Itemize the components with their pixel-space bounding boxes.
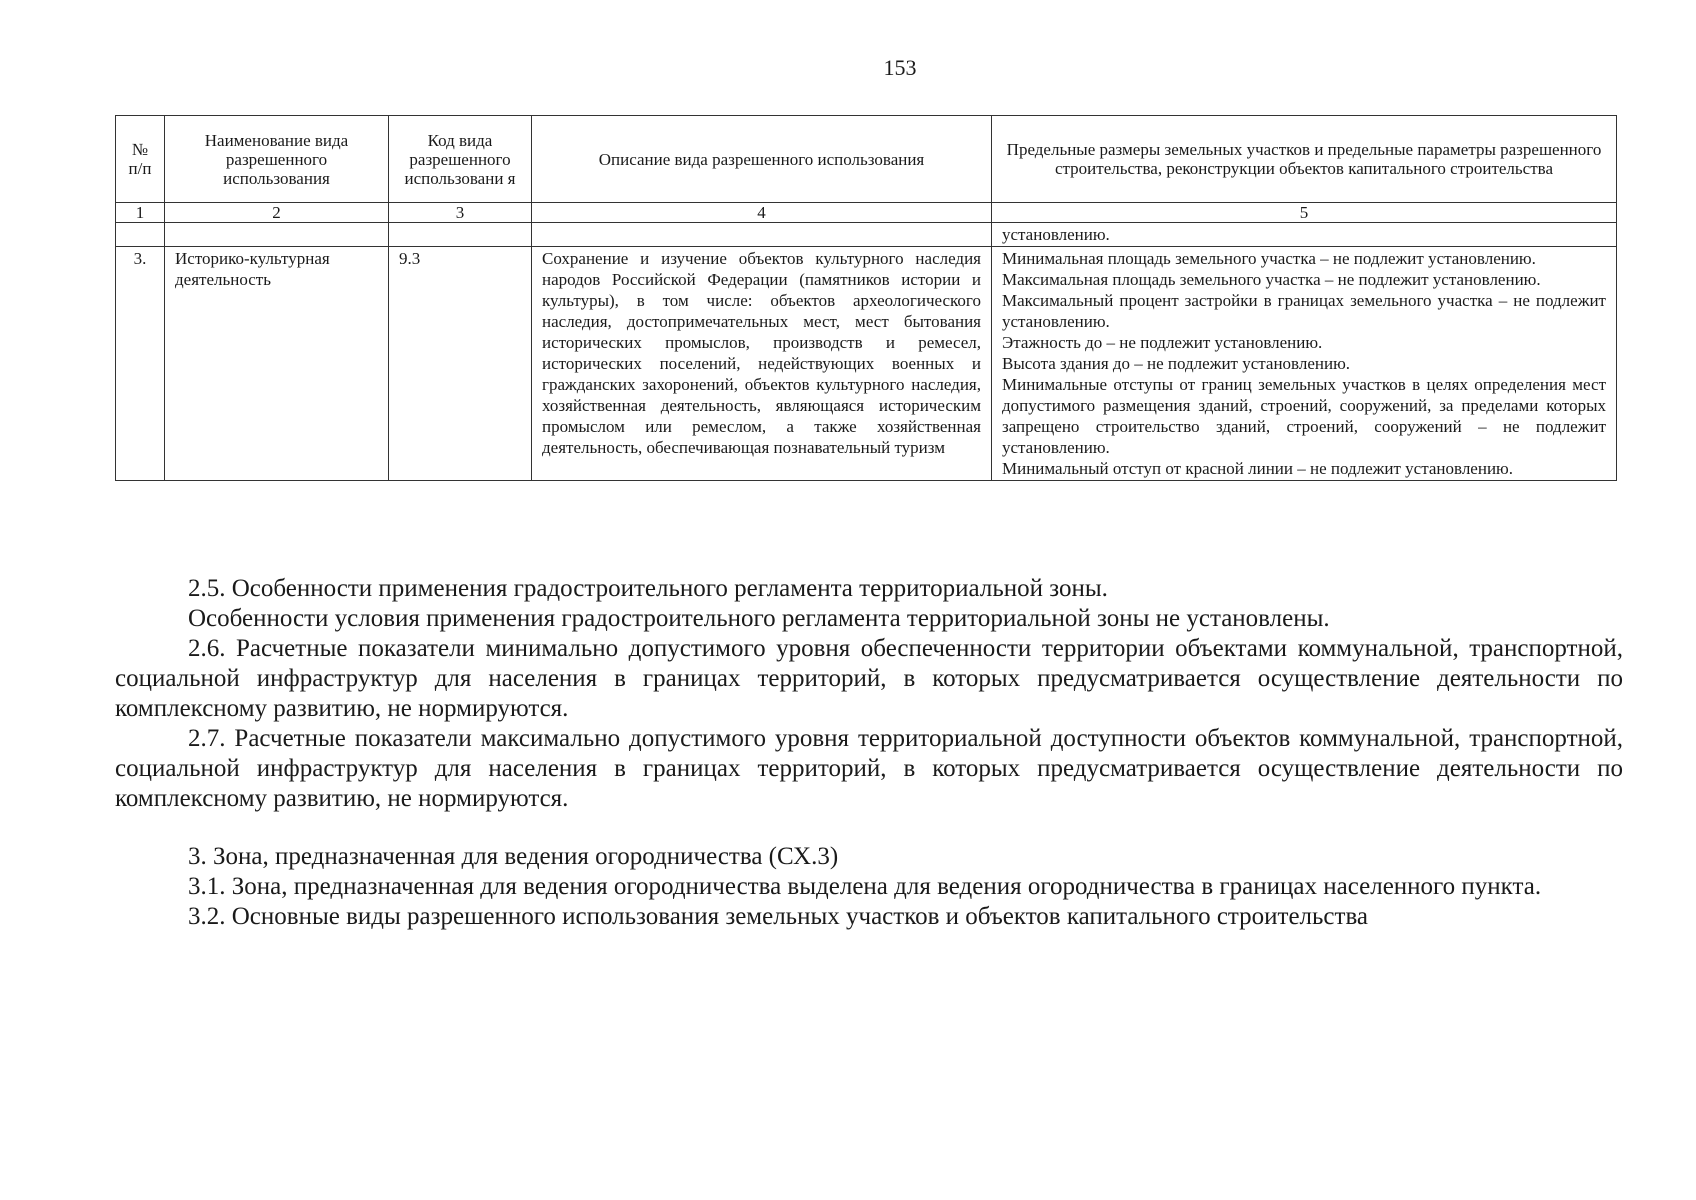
paragraph: 3.1. Зона, предназначенная для ведения огородничества выделена для ведения огородничества в границах населенного пункта.	[188, 873, 1542, 900]
limit-item: Высота здания до – не подлежит установлению.	[1002, 354, 1351, 373]
column-number: 1	[116, 203, 165, 223]
paragraph: 2.7. Расчетные показатели максимально допустимого уровня территориальной доступности объектов коммунальной, транспортной, социальной инфраструктур для населения в границах территорий, в которых предусматривается осуществление деятельности по комплексному развитию, не нормируются.	[115, 725, 1623, 812]
column-number: 2	[165, 203, 389, 223]
column-number: 3	[389, 203, 532, 223]
document-body	[115, 574, 1623, 932]
table-header-row	[116, 116, 1617, 203]
row-number: 3.	[116, 247, 165, 481]
use-code: 9.3	[389, 247, 532, 481]
limit-item: Максимальная площадь земельного участка – не подлежит установлению.	[1002, 270, 1541, 289]
header-number: № п/п	[116, 116, 165, 203]
column-number-row	[116, 203, 1617, 223]
paragraph: 2.6. Расчетные показатели минимально допустимого уровня обеспеченности территории объектами коммунальной, транспортной, социальной инфраструктур для населения в границах территорий, в которых предусматривается осуществление деятельности по комплексному развитию, не нормируются.	[115, 635, 1623, 722]
use-name: Историко-культурная деятельность	[165, 247, 389, 481]
use-limits	[992, 247, 1617, 481]
continuation-cell: установлению.	[992, 223, 1617, 247]
paragraph: 3.2. Основные виды разрешенного использования земельных участков и объектов капитального строительства	[188, 903, 1369, 930]
paragraph: Особенности условия применения градостроительного регламента территориальной зоны не установлены.	[188, 605, 1330, 632]
limit-item: Минимальный отступ от красной линии – не подлежит установлению.	[1002, 459, 1513, 478]
continuation-row	[116, 223, 1617, 247]
use-description: Сохранение и изучение объектов культурного наследия народов Российской Федерации (памятников истории и культуры), в том числе: объектов археологического наследия, достопримечательных мест, мест бытования исторических промыслов, производств и ремесел, исторических поселений, недействующих военных и гражданских захоронений, объектов культурного наследия, хозяйственная деятельность, являющаяся историческим промыслом или ремеслом, а также хозяйственная деятельность, обеспечивающая познавательный туризм	[532, 247, 992, 481]
limit-item: Минимальные отступы от границ земельных участков в целях определения мест допустимого размещения зданий, строений, сооружений, за пределами которых запрещено строительство зданий, строений, сооружений – не подлежит установлению.	[1002, 375, 1606, 457]
header-limits: Предельные размеры земельных участков и предельные параметры разрешенного строительства, реконструкции объектов капитального строительства	[992, 116, 1617, 203]
paragraph: 2.5. Особенности применения градостроительного регламента территориальной зоны.	[188, 575, 1108, 602]
page-number: 153	[883, 55, 917, 80]
limit-item: Минимальная площадь земельного участка – не подлежит установлению.	[1002, 249, 1536, 268]
limit-item: Этажность до – не подлежит установлению.	[1002, 333, 1323, 352]
header-code: Код вида разрешенного использовани я	[389, 116, 532, 203]
table-row	[116, 247, 1617, 481]
limit-item: Максимальный процент застройки в границах земельного участка – не подлежит установлению.	[1002, 291, 1606, 331]
section-heading: 3. Зона, предназначенная для ведения огородничества (СХ.3)	[188, 843, 839, 870]
regulations-table	[115, 115, 1617, 481]
header-name: Наименование вида разрешенного использования	[165, 116, 389, 203]
header-description: Описание вида разрешенного использования	[532, 116, 992, 203]
column-number: 4	[532, 203, 992, 223]
column-number: 5	[992, 203, 1617, 223]
